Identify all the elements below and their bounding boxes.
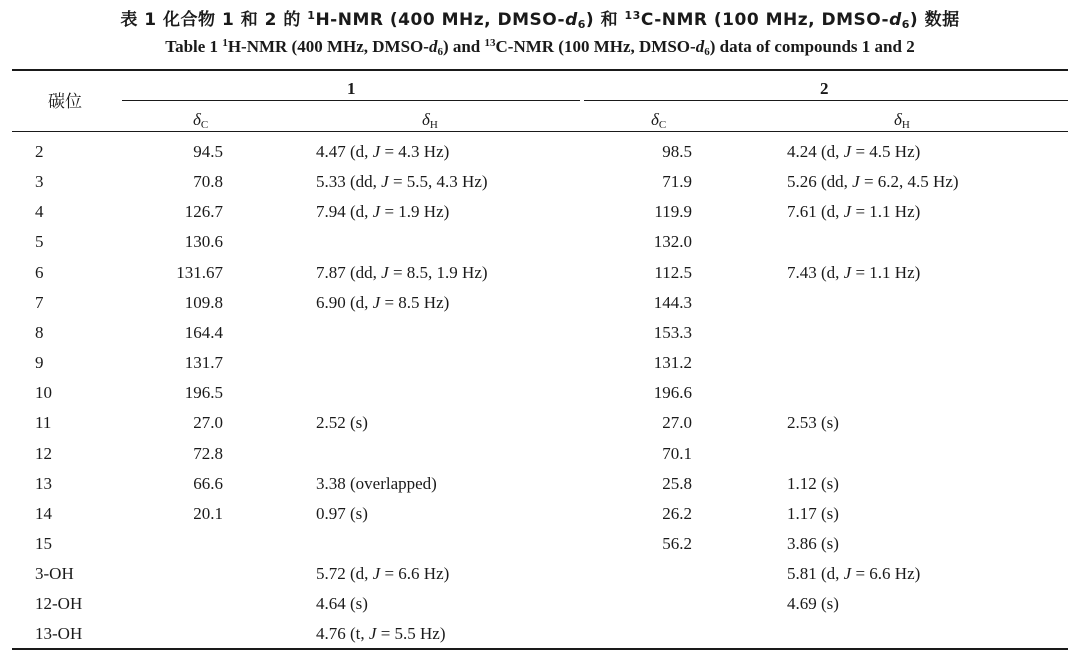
compound1-delta-h-cell: 6.90 (d, J = 8.5 Hz) bbox=[316, 292, 450, 312]
compound2-delta-h-cell: 5.26 (dd, J = 6.2, 4.5 Hz) bbox=[787, 172, 959, 192]
compound2-delta-c-cell: 70.1 bbox=[662, 443, 692, 463]
compound2-delta-h-header: $\delta_H$ bbox=[894, 110, 910, 131]
position-cell: 6 bbox=[35, 262, 44, 282]
compound1-delta-c-cell: 196.5 bbox=[184, 383, 223, 403]
compound1-delta-c-cell: 131.7 bbox=[184, 353, 223, 373]
position-cell: 13-OH bbox=[35, 624, 83, 644]
position-header: 碳位 bbox=[48, 92, 82, 112]
compound2-delta-h-cell: 7.61 (d, J = 1.1 Hz) bbox=[787, 202, 921, 222]
compound2-header: 2 bbox=[820, 79, 829, 98]
position-cell: 15 bbox=[35, 533, 52, 553]
compound2-delta-h-cell: 4.24 (d, J = 4.5 Hz) bbox=[787, 142, 921, 161]
compound2-delta-h-cell: 2.53 (s) bbox=[787, 413, 839, 433]
compound1-delta-h-cell: 5.33 (dd, J = 5.5, 4.3 Hz) bbox=[316, 172, 488, 192]
compound1-delta-h-cell: 2.52 (s) bbox=[316, 413, 368, 433]
compound1-delta-c-cell: 27.0 bbox=[193, 413, 223, 433]
compound2-delta-c-cell: 27.0 bbox=[662, 413, 692, 433]
compound2-delta-c-header: $\delta_C$ bbox=[651, 110, 667, 131]
compound1-delta-c-cell: 94.5 bbox=[193, 142, 223, 161]
compound2-delta-c-cell: 26.2 bbox=[662, 503, 692, 523]
compound1-header: 1 bbox=[347, 79, 356, 98]
compound1-delta-c-cell: 70.8 bbox=[193, 172, 223, 192]
compound1-delta-c-header: $\delta_C$ bbox=[193, 110, 209, 131]
compound1-delta-c-cell: 164.4 bbox=[184, 322, 223, 342]
compound2-delta-c-cell: 112.5 bbox=[654, 262, 692, 282]
compound2-delta-h-cell: 3.86 (s) bbox=[787, 533, 839, 553]
position-cell: 12-OH bbox=[35, 594, 83, 614]
position-cell: 9 bbox=[35, 353, 44, 373]
compound1-delta-h-cell: 7.87 (dd, J = 8.5, 1.9 Hz) bbox=[316, 262, 488, 282]
compound2-delta-c-cell: 71.9 bbox=[662, 172, 692, 192]
compound2-delta-h-cell: 1.12 (s) bbox=[787, 473, 839, 493]
compound2-delta-c-cell: 132.0 bbox=[653, 232, 692, 252]
compound1-delta-h-cell: 3.38 (overlapped) bbox=[316, 473, 437, 493]
table-title-chinese: 表 1 化合物 1 和 2 的 $^1$H-NMR (400 MHz, DMSO-$d_6$) 和 $^{13}$C-NMR (100 MHz, DMSO-$d_6$) 数据 bbox=[120, 9, 960, 31]
bottom-rule bbox=[12, 648, 1068, 650]
compound1-delta-h-header: $\delta_H$ bbox=[422, 110, 438, 131]
position-cell: 5 bbox=[35, 232, 44, 252]
compound2-delta-c-cell: 98.5 bbox=[662, 142, 692, 161]
table-title-english: Table 1 $^1$H-NMR (400 MHz, DMSO-$d_6$) and $^{13}$C-NMR (100 MHz, DMSO-$d_6$) data of compounds 1 and 2 bbox=[165, 37, 915, 58]
position-cell: 13 bbox=[35, 473, 52, 493]
compound1-delta-c-cell: 66.6 bbox=[193, 473, 223, 493]
compound1-delta-c-cell: 130.6 bbox=[184, 232, 223, 252]
compound2-delta-h-cell: 5.81 (d, J = 6.6 Hz) bbox=[787, 564, 921, 584]
compound1-rule bbox=[122, 100, 580, 101]
position-cell: 11 bbox=[35, 413, 52, 433]
position-cell: 8 bbox=[35, 322, 44, 342]
compound1-delta-h-cell: 7.94 (d, J = 1.9 Hz) bbox=[316, 202, 450, 222]
compound2-delta-h-cell: 4.69 (s) bbox=[787, 594, 839, 614]
compound2-delta-c-cell: 196.6 bbox=[653, 383, 692, 403]
compound1-delta-h-cell: 4.76 (t, J = 5.5 Hz) bbox=[316, 624, 446, 644]
compound2-delta-h-cell: 1.17 (s) bbox=[787, 503, 839, 523]
compound1-delta-h-cell: 4.64 (s) bbox=[316, 594, 368, 614]
position-cell: 3 bbox=[35, 172, 44, 192]
compound2-delta-c-cell: 153.3 bbox=[653, 322, 692, 342]
position-cell: 2 bbox=[35, 142, 44, 161]
compound1-delta-h-cell: 5.72 (d, J = 6.6 Hz) bbox=[316, 564, 450, 584]
compound1-delta-h-cell: 4.47 (d, J = 4.3 Hz) bbox=[316, 142, 450, 161]
position-cell: 10 bbox=[35, 383, 52, 403]
compound1-delta-c-cell: 109.8 bbox=[184, 292, 223, 312]
compound2-delta-c-cell: 119.9 bbox=[654, 202, 692, 222]
compound1-delta-h-cell: 0.97 (s) bbox=[316, 503, 368, 523]
compound2-delta-c-cell: 131.2 bbox=[653, 353, 692, 373]
compound1-delta-c-cell: 131.67 bbox=[176, 262, 223, 282]
position-cell: 7 bbox=[35, 292, 44, 312]
compound2-delta-c-cell: 25.8 bbox=[662, 473, 692, 493]
position-cell: 3-OH bbox=[35, 564, 74, 584]
compound2-delta-h-cell: 7.43 (d, J = 1.1 Hz) bbox=[787, 262, 921, 282]
top-rule bbox=[12, 69, 1068, 71]
compound1-delta-c-cell: 126.7 bbox=[184, 202, 223, 222]
position-cell: 4 bbox=[35, 202, 44, 222]
compound2-rule bbox=[584, 100, 1068, 101]
compound1-delta-c-cell: 72.8 bbox=[193, 443, 223, 463]
position-cell: 14 bbox=[35, 503, 52, 523]
position-cell: 12 bbox=[35, 443, 52, 463]
compound1-delta-c-cell: 20.1 bbox=[193, 503, 223, 523]
compound2-delta-c-cell: 144.3 bbox=[653, 292, 692, 312]
compound2-delta-c-cell: 56.2 bbox=[662, 533, 692, 553]
